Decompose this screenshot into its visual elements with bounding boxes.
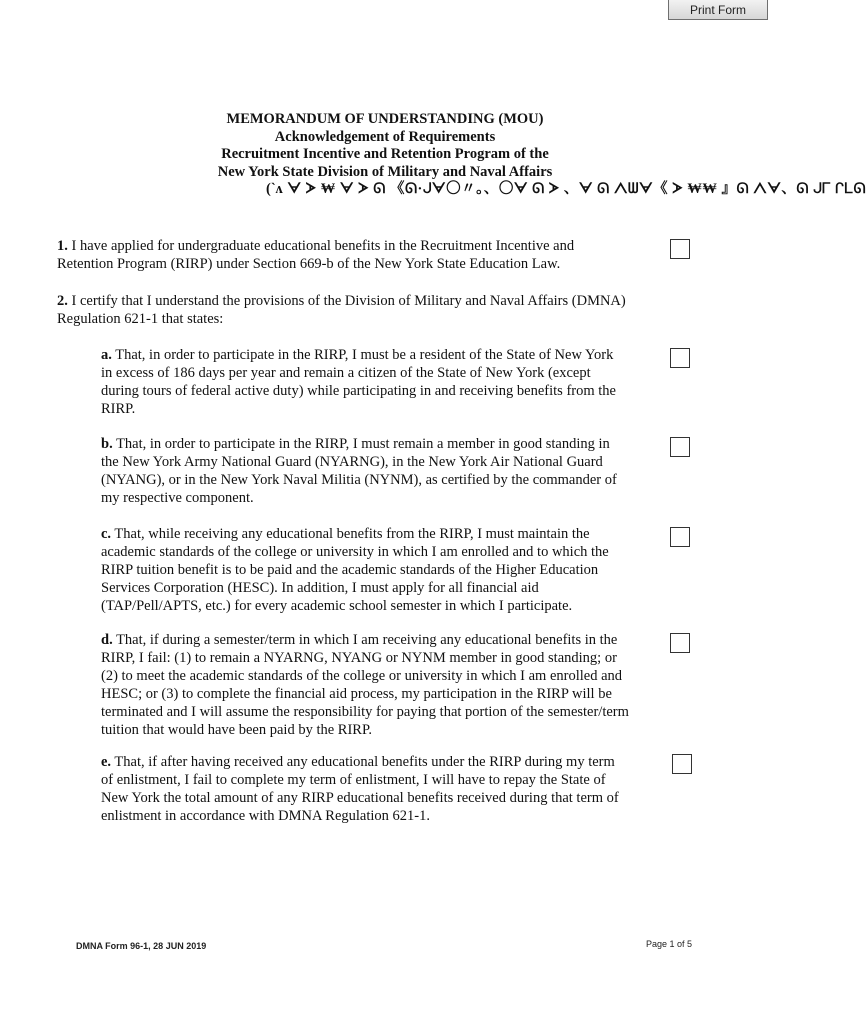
checkbox-1[interactable] xyxy=(670,239,690,259)
checkbox-d[interactable] xyxy=(670,633,690,653)
provision-d xyxy=(101,631,631,739)
provision-e xyxy=(101,753,627,825)
provision-e-text: That, if after having received any educational benefits under the RIRP during my term of enlistment, I fail to complete my term of enlistment, I will have to repay the State of New York the total amount of any RIRP educational benefits received during that term of enlistment in accordance with DMNA Regulation 621-1. xyxy=(101,754,619,824)
print-form-button[interactable]: Print Form xyxy=(668,0,768,20)
provision-b-text: That, in order to participate in the RIRP, I must remain a member in good standing in the New York Army National Guard (NYARNG), in the New York Air National Guard (NYANG), or in the New York Naval Militia (NYNM), as certified by the commander of my respective component. xyxy=(101,436,617,506)
document-header xyxy=(0,111,866,199)
paragraph-1-text: I have applied for undergraduate educational benefits in the Recruitment Incentive and Retention Program (RIRP) under Section 669-b of the New York State Education Law. xyxy=(57,238,575,272)
header-agency: New York State Division of Military and Naval Affairs xyxy=(217,163,553,180)
checkbox-a[interactable] xyxy=(670,348,690,368)
checkbox-b[interactable] xyxy=(670,437,690,457)
paragraph-2-text: I certify that I understand the provisions of the Division of Military and Naval Affairs (DMNA) Regulation 621-1 that states: xyxy=(57,293,626,327)
header-title: MEMORANDUM OF UNDERSTANDING (MOU) xyxy=(226,111,544,127)
header-garbled-line: (ˋ᠋ᴧ ᗄ ᗆ ₩ ᗄ ᗆ ᘏ 《ᘏ·ᒍᗄ〇〃。、〇ᗄ ᘏ ᗆ 、ᗄ ᘏ ᐱᗯᗄ《 ᗆ ₩₩ 』ᘏ ᐱᗄ、ᘏ ᒍᒥ ᒋᒪᘏ xyxy=(266,181,866,197)
checkbox-c[interactable] xyxy=(670,527,690,547)
provision-a-text: That, in order to participate in the RIRP, I must be a resident of the State of New York in excess of 186 days per year and remain a citizen of the State of New York (except during tours of federal active duty) while participating in and receiving benefits from the RIRP. xyxy=(101,347,616,417)
provision-b xyxy=(101,435,631,507)
paragraph-1-number: 1. xyxy=(57,238,68,254)
form-identifier: DMNA Form 96-1, 28 JUN 2019 xyxy=(76,941,207,951)
paragraph-2-number: 2. xyxy=(57,293,68,309)
page-number: Page 1 of 5 xyxy=(646,939,693,949)
provision-a-letter: a. xyxy=(101,347,112,363)
provision-b-letter: b. xyxy=(101,436,113,452)
header-subtitle: Acknowledgement of Requirements xyxy=(274,128,496,145)
provision-c xyxy=(101,525,627,615)
paragraph-2 xyxy=(57,292,627,328)
provision-c-text: That, while receiving any educational benefits from the RIRP, I must maintain the academic standards of the college or university in which I am enrolled and to which the RIRP tuition benefit is to be paid and the academic standards of the Higher Education Services Corporation (HESC). In addition, I must apply for all financial aid (TAP/Pell/APTS, etc.) for every academic school semester in which I participate. xyxy=(101,526,609,614)
checkbox-e[interactable] xyxy=(672,754,692,774)
provision-a xyxy=(101,346,621,418)
header-program: Recruitment Incentive and Retention Program of the xyxy=(221,146,549,162)
provision-e-letter: e. xyxy=(101,754,112,770)
paragraph-1 xyxy=(57,237,617,273)
provision-c-letter: c. xyxy=(101,526,112,542)
provision-d-letter: d. xyxy=(101,632,113,648)
provision-d-text: That, if during a semester/term in which I am receiving any educational benefits in the RIRP, I fail: (1) to remain a NYARNG, NYANG or NYNM member in good standing; or (2) to meet the academic standards of the college or university in which I am enrolled and HESC; or (3) to complete the financial aid process, my participation in the RIRP will be terminated and I will assume the responsibility for paying that portion of the semester/term tuition that would have been paid by the RIRP. xyxy=(101,632,629,738)
